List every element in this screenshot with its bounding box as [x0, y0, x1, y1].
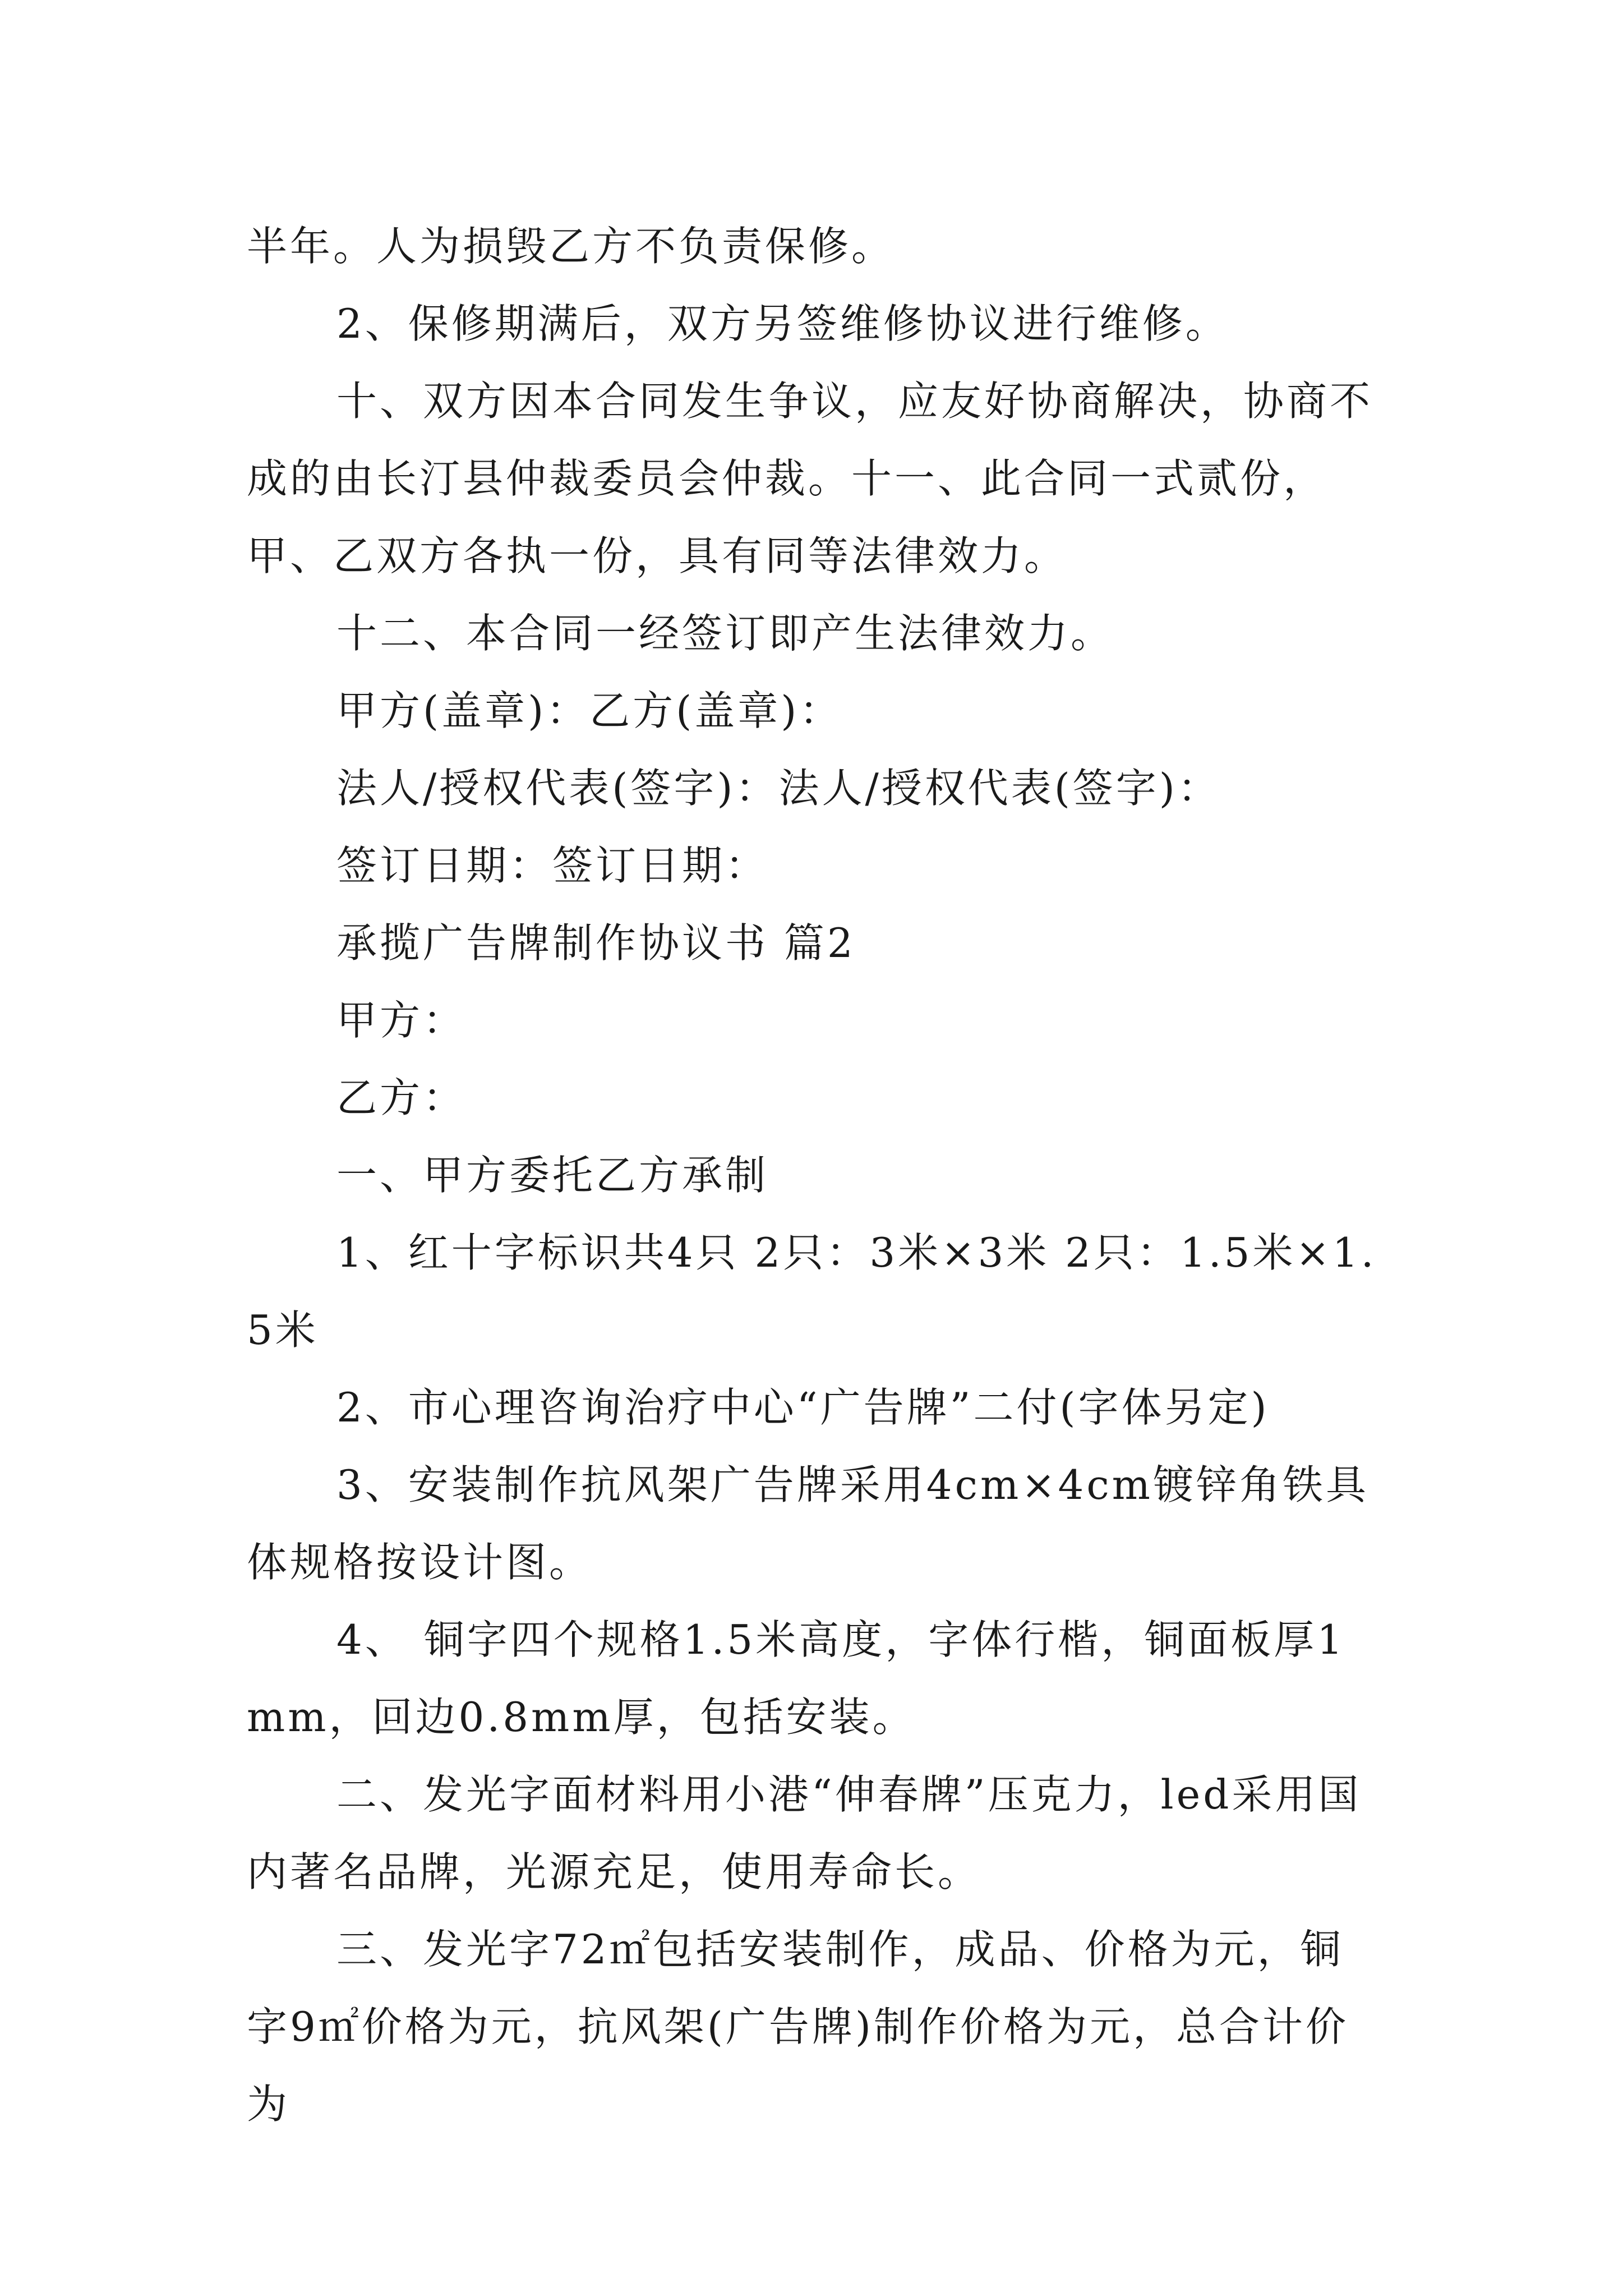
paragraph-party-a: 甲方：: [336, 997, 467, 1044]
paragraph-continuation: 半年。人为损毁乙方不负责保修。: [247, 223, 895, 270]
paragraph-warranty-expiry: 2、保修期满后，双方另签维修协议进行维修。: [336, 300, 1229, 347]
paragraph-clause-three: 三、发光字72㎡包括安装制作，成品、价格为元，铜字9㎡价格为元，抗风架(广告牌)制作价格为元，总合计价为: [247, 1926, 1349, 2128]
paragraph-item-1: 1、红十字标识共4只 2只：3米×3米 2只：1.5米×1.5米: [247, 1229, 1377, 1354]
document-body: [247, 208, 1385, 2143]
paragraph-seal-line: 甲方(盖章)：乙方(盖章)：: [336, 687, 843, 734]
paragraph-party-b: 乙方：: [336, 1074, 467, 1121]
paragraph-item-3: 3、安装制作抗风架广告牌采用4cm×4cm镀锌角铁具体规格按设计图。: [247, 1461, 1369, 1586]
paragraph-clause-two: 二、发光字面材料用小港“伸春牌”压克力，led采用国内著名品牌，光源充足，使用寿命长。: [247, 1771, 1362, 1895]
paragraph-signature-line: 法人/授权代表(签字)：法人/授权代表(签字)：: [336, 765, 1221, 812]
paragraph-item-2: 2、市心理咨询治疗中心“广告牌”二付(字体另定): [336, 1384, 1270, 1431]
paragraph-effective-clause: 十二、本合同一经签订即产生法律效力。: [336, 610, 1114, 657]
section-heading: 承揽广告牌制作协议书 篇2: [336, 919, 856, 967]
paragraph-dispute-clause: 十、双方因本合同发生争议，应友好协商解决，协商不成的由长汀县仲裁委员会仲裁。十一、此合同一式贰份，甲、乙双方各执一份，具有同等法律效力。: [247, 378, 1373, 579]
paragraph-item-4: 4、 铜字四个规格1.5米高度，字体行楷，铜面板厚1mm，回边0.8mm厚，包括安装。: [247, 1616, 1346, 1741]
paragraph-date-line: 签订日期：签订日期：: [336, 842, 769, 889]
paragraph-clause-one: 一、甲方委托乙方承制: [336, 1152, 769, 1199]
